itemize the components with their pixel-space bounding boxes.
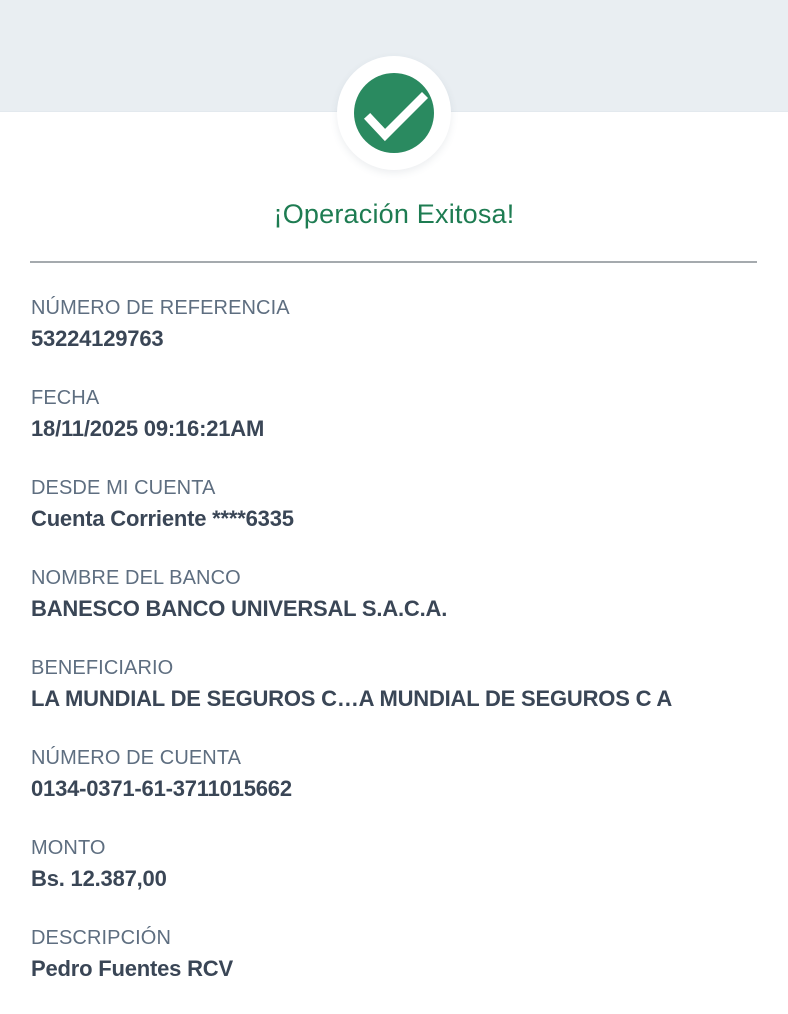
field-row-description bbox=[31, 926, 788, 1014]
field-row-beneficiary bbox=[31, 656, 788, 746]
field-label: BENEFICIARIO bbox=[31, 657, 174, 679]
field-value: Cuenta Corriente ****6335 bbox=[31, 506, 294, 531]
success-check-icon bbox=[354, 73, 434, 153]
field-value: 53224129763 bbox=[31, 326, 164, 351]
fields-list bbox=[31, 296, 788, 1014]
field-label: FECHA bbox=[31, 387, 100, 409]
success-badge bbox=[337, 56, 451, 170]
field-value: Bs. 12.387,00 bbox=[31, 866, 167, 891]
field-label: DESCRIPCIÓN bbox=[31, 927, 172, 949]
field-label: DESDE MI CUENTA bbox=[31, 477, 216, 499]
field-value: LA MUNDIAL DE SEGUROS C…A MUNDIAL DE SEGUROS C A bbox=[31, 686, 673, 711]
divider bbox=[30, 261, 757, 263]
field-row-bank-name bbox=[31, 566, 788, 656]
field-label: MONTO bbox=[31, 837, 106, 859]
field-label: NÚMERO DE REFERENCIA bbox=[31, 297, 290, 319]
field-value: BANESCO BANCO UNIVERSAL S.A.C.A. bbox=[31, 596, 448, 621]
field-row-reference bbox=[31, 296, 788, 386]
field-row-source-account bbox=[31, 476, 788, 566]
field-row-account-number bbox=[31, 746, 788, 836]
field-label: NÚMERO DE CUENTA bbox=[31, 747, 242, 769]
field-row-date bbox=[31, 386, 788, 476]
page-title: ¡Operación Exitosa! bbox=[273, 199, 515, 229]
field-row-amount bbox=[31, 836, 788, 926]
field-value: 18/11/2025 09:16:21AM bbox=[31, 416, 265, 441]
field-value: 0134-0371-61-3711015662 bbox=[31, 776, 292, 801]
field-value: Pedro Fuentes RCV bbox=[31, 956, 233, 981]
field-label: NOMBRE DEL BANCO bbox=[31, 567, 241, 589]
